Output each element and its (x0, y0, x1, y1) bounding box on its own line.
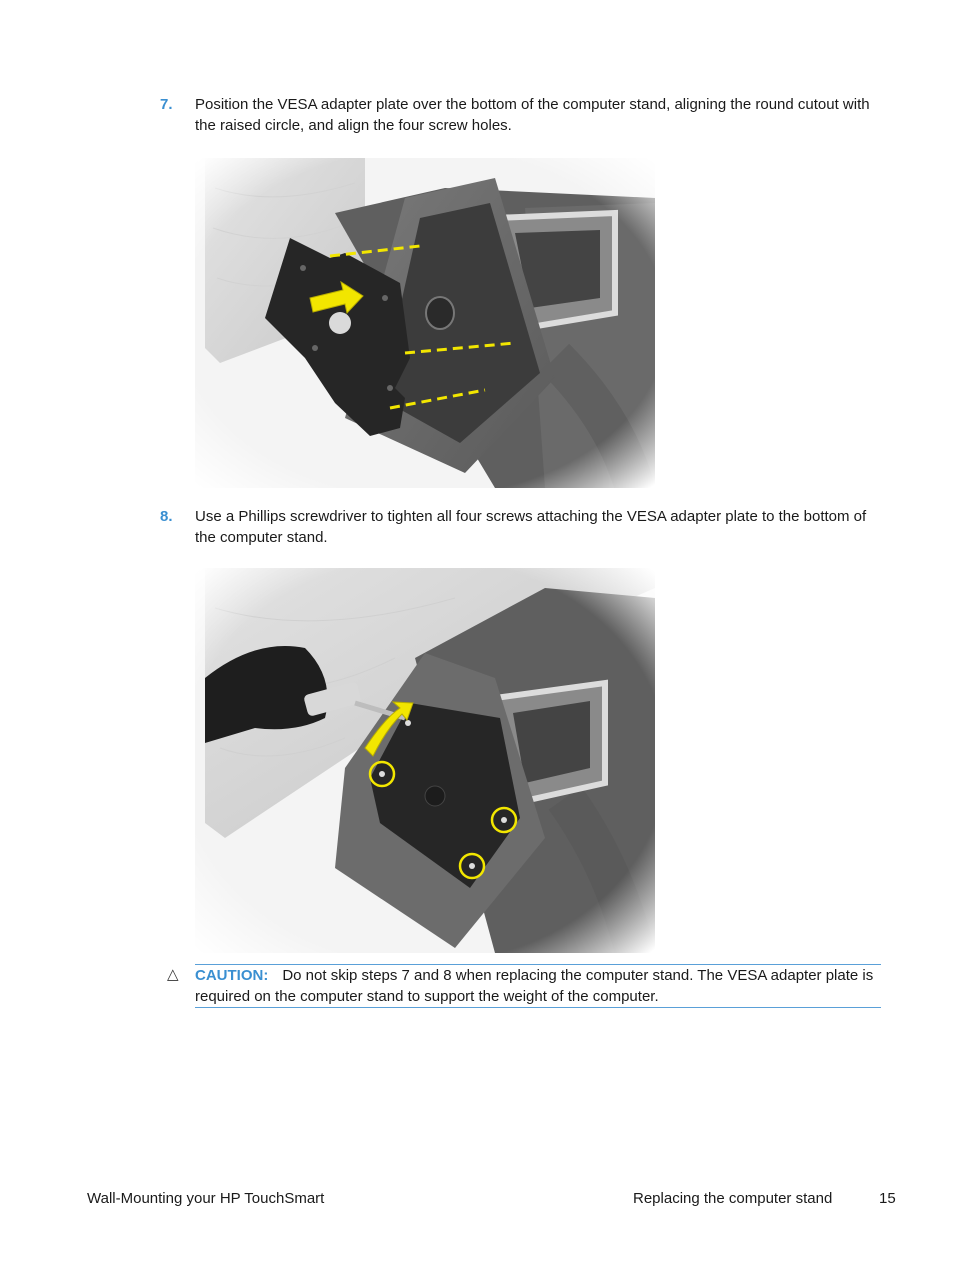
footer-page-number: 15 (879, 1190, 896, 1207)
caution-text: Do not skip steps 7 and 8 when replacing the computer stand. The VESA adapter plate is required on the computer stand to support the weight of the computer. (195, 967, 874, 1005)
caution-label: CAUTION: (195, 967, 269, 984)
step-text: Position the VESA adapter plate over the bottom of the computer stand, aligning the round cutout with the raised circle, and align the four screw holes. (195, 96, 870, 134)
caution-triangle-icon: △ (167, 966, 179, 983)
footer-document-title: Wall-Mounting your HP TouchSmart (87, 1190, 325, 1207)
footer-section-title: Replacing the computer stand (633, 1190, 833, 1207)
screw-tightening-illustration (195, 568, 655, 953)
caution-body (195, 965, 881, 1007)
vesa-plate-alignment-illustration (195, 158, 655, 488)
step-text: Use a Phillips screwdriver to tighten all four screws attaching the VESA adapter plate to the bottom of the computer stand. (195, 508, 867, 546)
caution-note (195, 964, 881, 1008)
illustration-svg (195, 158, 655, 488)
step-number: 8. (160, 508, 173, 525)
illustration-svg (195, 568, 655, 953)
step-number: 7. (160, 96, 173, 113)
